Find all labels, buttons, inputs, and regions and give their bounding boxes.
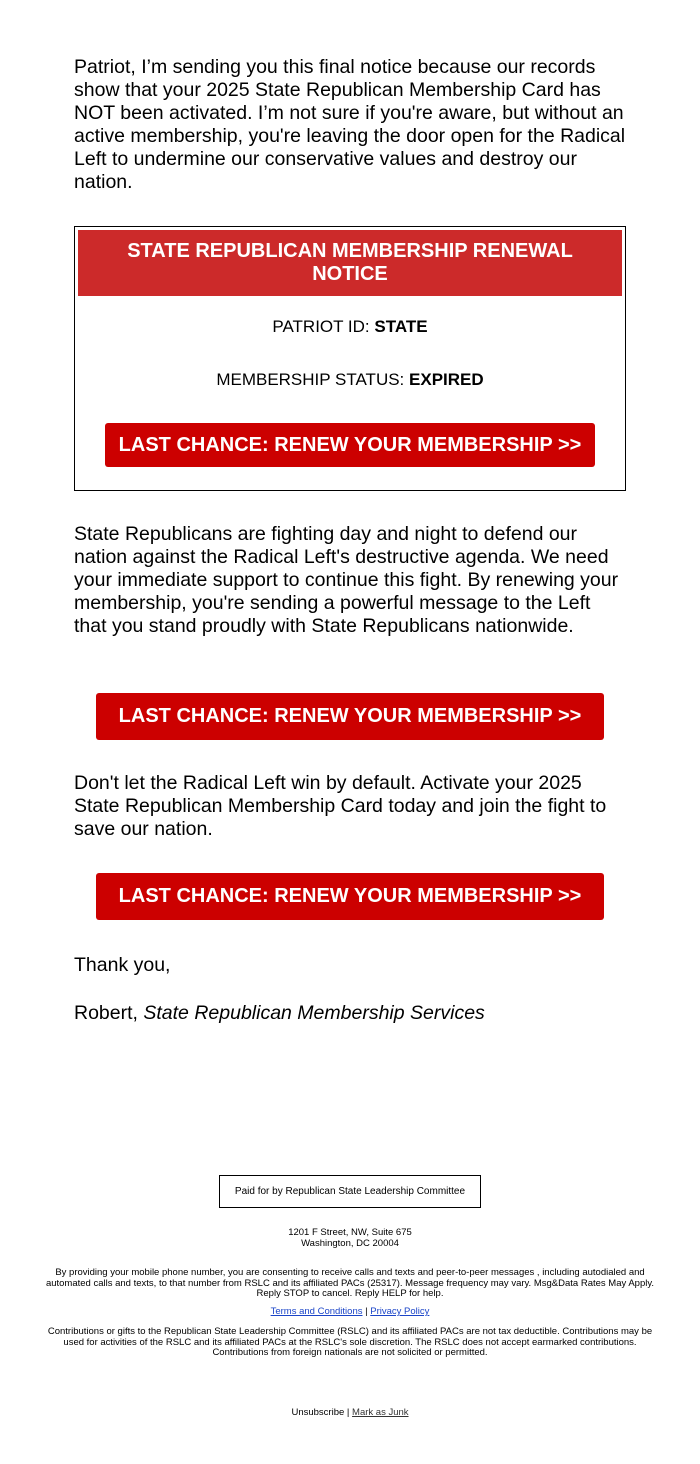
patriot-id-value: STATE [374, 317, 428, 336]
body-paragraph: State Republicans are fighting day and night to defend our nation against the Radical Left's destructive agenda. We need your immediate support to continue this fight. By renewing your membership, you're sending a powerful message to the Left that you stand proudly with State Republicans nationwide. [74, 523, 619, 637]
patriot-id-label: PATRIOT ID: [272, 317, 370, 336]
link-separator: | [346, 1407, 350, 1418]
mailing-address [40, 1228, 660, 1249]
unsubscribe-row [40, 1408, 660, 1419]
legal-links [40, 1307, 660, 1318]
membership-status-value: EXPIRED [409, 370, 484, 389]
signature-title: State Republican Membership Services [143, 1002, 485, 1024]
sms-disclaimer: By providing your mobile phone number, you are consenting to receive calls and texts and peer-to-peer messages , including autodialed and automated calls and texts, to that number from RSLC and its affiliated PACs (25317). Message frequency may vary. Msg&Data Rates May Apply. Reply STOP to cancel. Reply HELP for help. [45, 1267, 655, 1299]
contributions-disclaimer: Contributions or gifts to the Republican State Leadership Committee (RSLC) and its affiliated PACs are not tax deductible. Contributions may be used for activities of the RSLC and its affiliated PACs at the RSLC's sole discretion. The RSLC does not accept earmarked contributions. Contributions from foreign nationals are not solicited or permitted. [47, 1326, 653, 1358]
renew-membership-button[interactable]: LAST CHANCE: RENEW YOUR MEMBERSHIP >> [105, 423, 595, 467]
patriot-id-row [75, 317, 625, 337]
renew-membership-button[interactable]: LAST CHANCE: RENEW YOUR MEMBERSHIP >> [96, 693, 604, 740]
address-line-2: Washington, DC 20004 [301, 1237, 399, 1249]
renew-membership-button[interactable]: LAST CHANCE: RENEW YOUR MEMBERSHIP >> [96, 873, 604, 920]
notice-title: STATE REPUBLICAN MEMBERSHIP RENEWAL NOTICE [78, 230, 622, 296]
membership-status-row [75, 370, 625, 390]
signature [74, 1002, 626, 1025]
membership-status-label: MEMBERSHIP STATUS: [216, 370, 405, 389]
terms-link[interactable]: Terms and Conditions [270, 1306, 363, 1317]
intro-paragraph: Patriot, I’m sending you this final notice because our records show that your 2025 State Republican Membership Card has NOT been activated. I’m not sure if you're aware, but without an active membership, you're leaving the door open for the Radical Left to undermine our conservative values and destroy our nation. [74, 56, 626, 193]
body-paragraph: Don't let the Radical Left win by default. Activate your 2025 State Republican Membership Card today and join the fight to save our nation. [74, 772, 607, 840]
address-line-1: 1201 F Street, NW, Suite 675 [288, 1227, 412, 1238]
closing-text: Thank you, [74, 954, 171, 976]
link-separator: | [365, 1306, 368, 1317]
signature-name: Robert, [74, 1002, 138, 1024]
paid-for-disclaimer: Paid for by Republican State Leadership Committee [219, 1175, 481, 1208]
mark-as-junk-link[interactable]: Mark as Junk [352, 1407, 409, 1418]
privacy-link[interactable]: Privacy Policy [370, 1306, 430, 1317]
unsubscribe-link[interactable]: Unsubscribe [291, 1407, 345, 1418]
